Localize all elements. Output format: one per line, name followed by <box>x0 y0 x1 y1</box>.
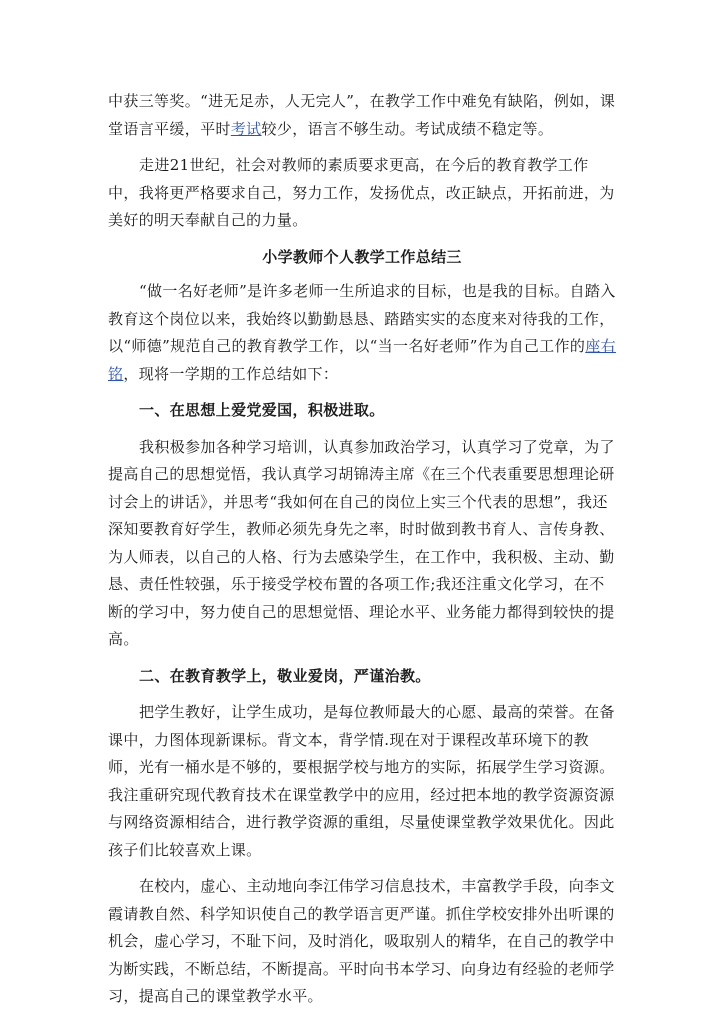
document-page <box>108 88 616 1011</box>
paragraph-text: “做一名好老师”是许多老师一生所追求的目标，也是我的目标。自踏入教育这个岗位以来，我始终以勤勤恳恳、踏踏实实的态度来对待我的工作，以“师德”规范自己的教育教学工作，以“当一名好老师”作为自己工作的 <box>108 282 616 355</box>
heading-teaching: 二、在教育教学上，敬业爱岗，严谨治教。 <box>139 666 431 685</box>
paragraph-teaching: 把学生教好，让学生成功，是每位教师最大的心愿、最高的荣誉。在备课中，力图体现新课标。背文本，背学情.现在对于课程改革环境下的教师，光有一桶水是不够的，要根据学校与地方的实际，拓展学生学习资源。我注重研究现代教育技术在课堂教学中的应用，经过把本地的教学资源资源与网络资源相结合，进行教学资源的重组，尽量使课堂教学效果优化。因此孩子们比较喜欢上课。 <box>108 703 615 859</box>
paragraph-intro <box>108 278 616 388</box>
exam-link[interactable]: 考试 <box>230 119 262 138</box>
paragraph-learning: 在校内，虚心、主动地向李江伟学习信息技术，丰富教学手段，向李文霞请教自然、科学知识使自己的教学语言更严谨。抓住学校安排外出听课的机会，虚心学习，不耻下问，及时消化，吸取别人的精华，在自己的教学中为断实践，不断总结，不断提高。平时向书本学习、向身边有经验的老师学习，提高自己的课堂教学水平。 <box>108 877 615 1005</box>
section-title: 小学教师个人教学工作总结三 <box>262 247 462 266</box>
paragraph-text: 中获三等奖。“进无足赤，人无完人”，在教学工作中难免有缺陷，例如，课堂语言平缓，平时 <box>108 92 616 138</box>
paragraph-continuation <box>108 88 616 143</box>
paragraph-text: 较少，语言不够生动。考试成绩不稳定等。 <box>261 119 554 138</box>
paragraph-thought: 我积极参加各种学习培训，认真参加政治学习，认真学习了党章，为了提高自己的思想觉悟，我认真学习胡锦涛主席《在三个代表重要思想理论研讨会上的讲话》，并思考“我如何在自己的岗位上实三个代表的思想”，我还深知要教育好学生，教师必须先身先之率，时时做到教书育人、言传身教、为人师表，以自己的人格、行为去感染学生，在工作中，我积极、主动、勤恳、责任性较强，乐于接受学校布置的各项工作;我还注重文化学习，在不断的学习中，努力使自己的思想觉悟、理论水平、业务能力都得到较快的提高。 <box>108 437 615 648</box>
paragraph-future: 走进21世纪，社会对教师的素质要求更高，在今后的教育教学工作中，我将更严格要求自己，努力工作，发扬优点，改正缺点，开拓前进，为美好的明天奉献自己的力量。 <box>108 156 615 229</box>
motto-link[interactable]: 座右铭 <box>108 337 616 383</box>
paragraph-text: ，现将一学期的工作总结如下： <box>123 364 339 383</box>
heading-thought: 一、在思想上爱党爱国，积极进取。 <box>139 401 385 419</box>
